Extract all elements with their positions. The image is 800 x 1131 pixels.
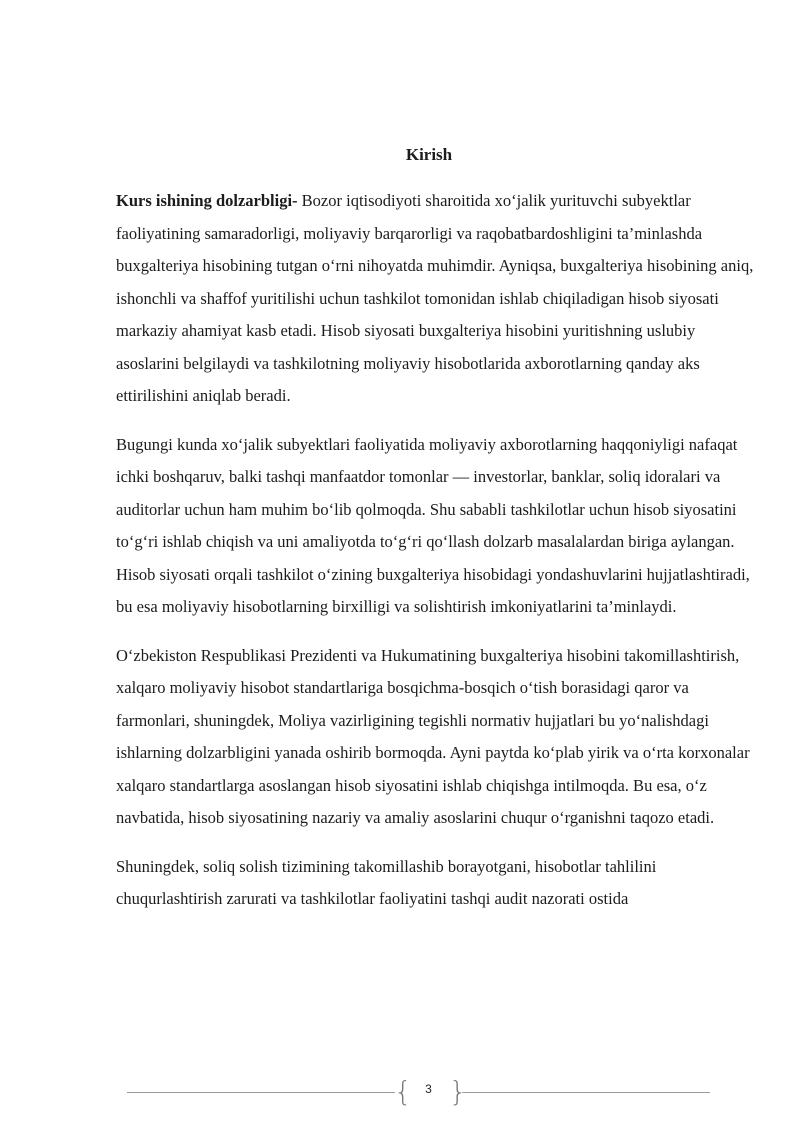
paragraph-lead: Kurs ishining dolzarbligi-: [116, 191, 298, 210]
left-brace-icon: {: [394, 1075, 412, 1108]
paragraph-4: Shuningdek, soliq solish tizimining takomillashib borayotgani, hisobotlar tahlilini chuqurlashtirish zarurati va tashkilotlar faoliyatini tashqi audit nazorati ostida: [116, 856, 657, 908]
paragraph-2: Bugungi kunda xo‘jalik subyektlari faoliyatida moliyaviy axborotlarning haqqoniyligi nafaqat ichki boshqaruv, balki tashqi manfaatdor tomonlar — investorlar, banklar, soliq idoralari va auditorlar uchun ham muhim bo‘lib qolmoqda. Shu sababli tashkilotlar uchun hisob siyosatini to‘g‘ri ishlab chiqish va uni amaliyotda to‘g‘ri qo‘llash dolzarb masalalardan biriga aylangan. Hisob siyosati orqali tashkilot o‘zining buxgalteriya hisobidagi yondashuvlarini hujjatlashtiradi, bu esa moliyaviy hisobotlarning birxilligi va solishtirish imkoniyatlarini ta’minlaydi.: [116, 434, 750, 616]
body-text: [116, 185, 756, 932]
paragraph-1: [116, 185, 756, 413]
right-brace-icon: }: [449, 1075, 467, 1108]
page-title: Kirish: [405, 145, 453, 164]
page-number: 3: [425, 1082, 432, 1096]
paragraph-text: Bozor iqtisodiyoti sharoitida xo‘jalik yurituvchi subyektlar faoliyatining samaradorligi, moliyaviy barqarorligi va raqobatbardoshligini ta’minlashda buxgalteriya hisobining tutgan o‘rni nihoyatda muhimdir. Ayniqsa, buxgalteriya hisobining aniq, ishonchli va shaffof yuritilishi uchun tashkilot tomonidan ishlab chiqiladigan hisob siyosati markaziy ahamiyat kasb etadi. Hisob siyosati buxgalteriya hisobini yuritishning uslubiy asoslarini belgilaydi va tashkilotning moliyaviy hisobotlarida axborotlarning qanday aks ettirilishini aniqlab beradi.: [116, 191, 754, 405]
paragraph-3: O‘zbekiston Respublikasi Prezidenti va Hukumatining buxgalteriya hisobini takomillashtirish, xalqaro moliyaviy hisobot standartlariga bosqichma-bosqich o‘tish borasidagi qaror va farmonlari, shuningdek, Moliya vazirligining tegishli normativ hujjatlari bu yo‘nalishdagi ishlarning dolzarbligini yanada oshirib bormoqda. Ayni paytda ko‘plab yirik va o‘rta korxonalar xalqaro standartlarga asoslangan hisob siyosatini ishlab chiqishga intilmoqda. Bu esa, o‘z navbatida, hisob siyosatining nazariy va amaliy asoslarini chuqur o‘rganishni taqozo etadi.: [116, 645, 750, 827]
